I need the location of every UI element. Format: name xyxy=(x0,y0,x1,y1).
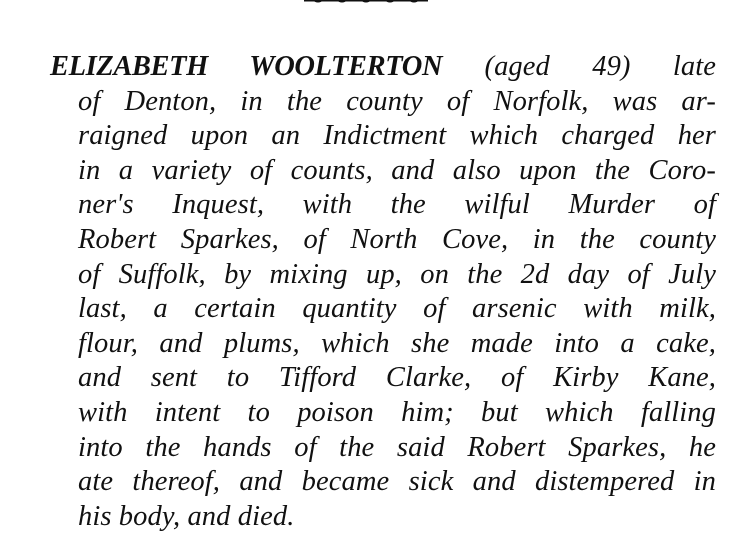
article-line-2: of Denton, in the county of Norfolk, was ar- xyxy=(78,85,716,117)
article-line-10: and sent to Tifford Clarke, of Kirby Kane, xyxy=(78,362,716,394)
article-line-12: into the hands of the said Robert Sparkes, he xyxy=(78,431,716,463)
article-line-8: last, a certain quantity of arsenic with milk, xyxy=(78,293,716,325)
article-line-3: raigned upon an Indictment which charged her xyxy=(78,120,716,152)
article-line-11: with intent to poison him; but which falling xyxy=(78,396,716,428)
article-line-7: of Suffolk, by mixing up, on the 2d day of July xyxy=(78,258,716,290)
article-paragraph xyxy=(50,50,716,534)
article-line-13: ate thereof, and became sick and distempered in xyxy=(78,466,716,498)
article-line-9: flour, and plums, which she made into a cake, xyxy=(78,327,716,359)
decorative-rule-icon xyxy=(296,0,436,8)
article-line-1 xyxy=(50,50,716,85)
article-line-1-text: (aged 49) late xyxy=(442,51,716,82)
defendant-name: ELIZABETH WOOLTERTON xyxy=(50,51,443,82)
article-line-4: in a variety of counts, and also upon the Coro- xyxy=(78,154,716,186)
article-line-14: his body, and died. xyxy=(78,500,295,532)
article-line-6: Robert Sparkes, of North Cove, in the county xyxy=(78,223,716,255)
article-line-5: ner's Inquest, with the wilful Murder of xyxy=(78,189,716,221)
